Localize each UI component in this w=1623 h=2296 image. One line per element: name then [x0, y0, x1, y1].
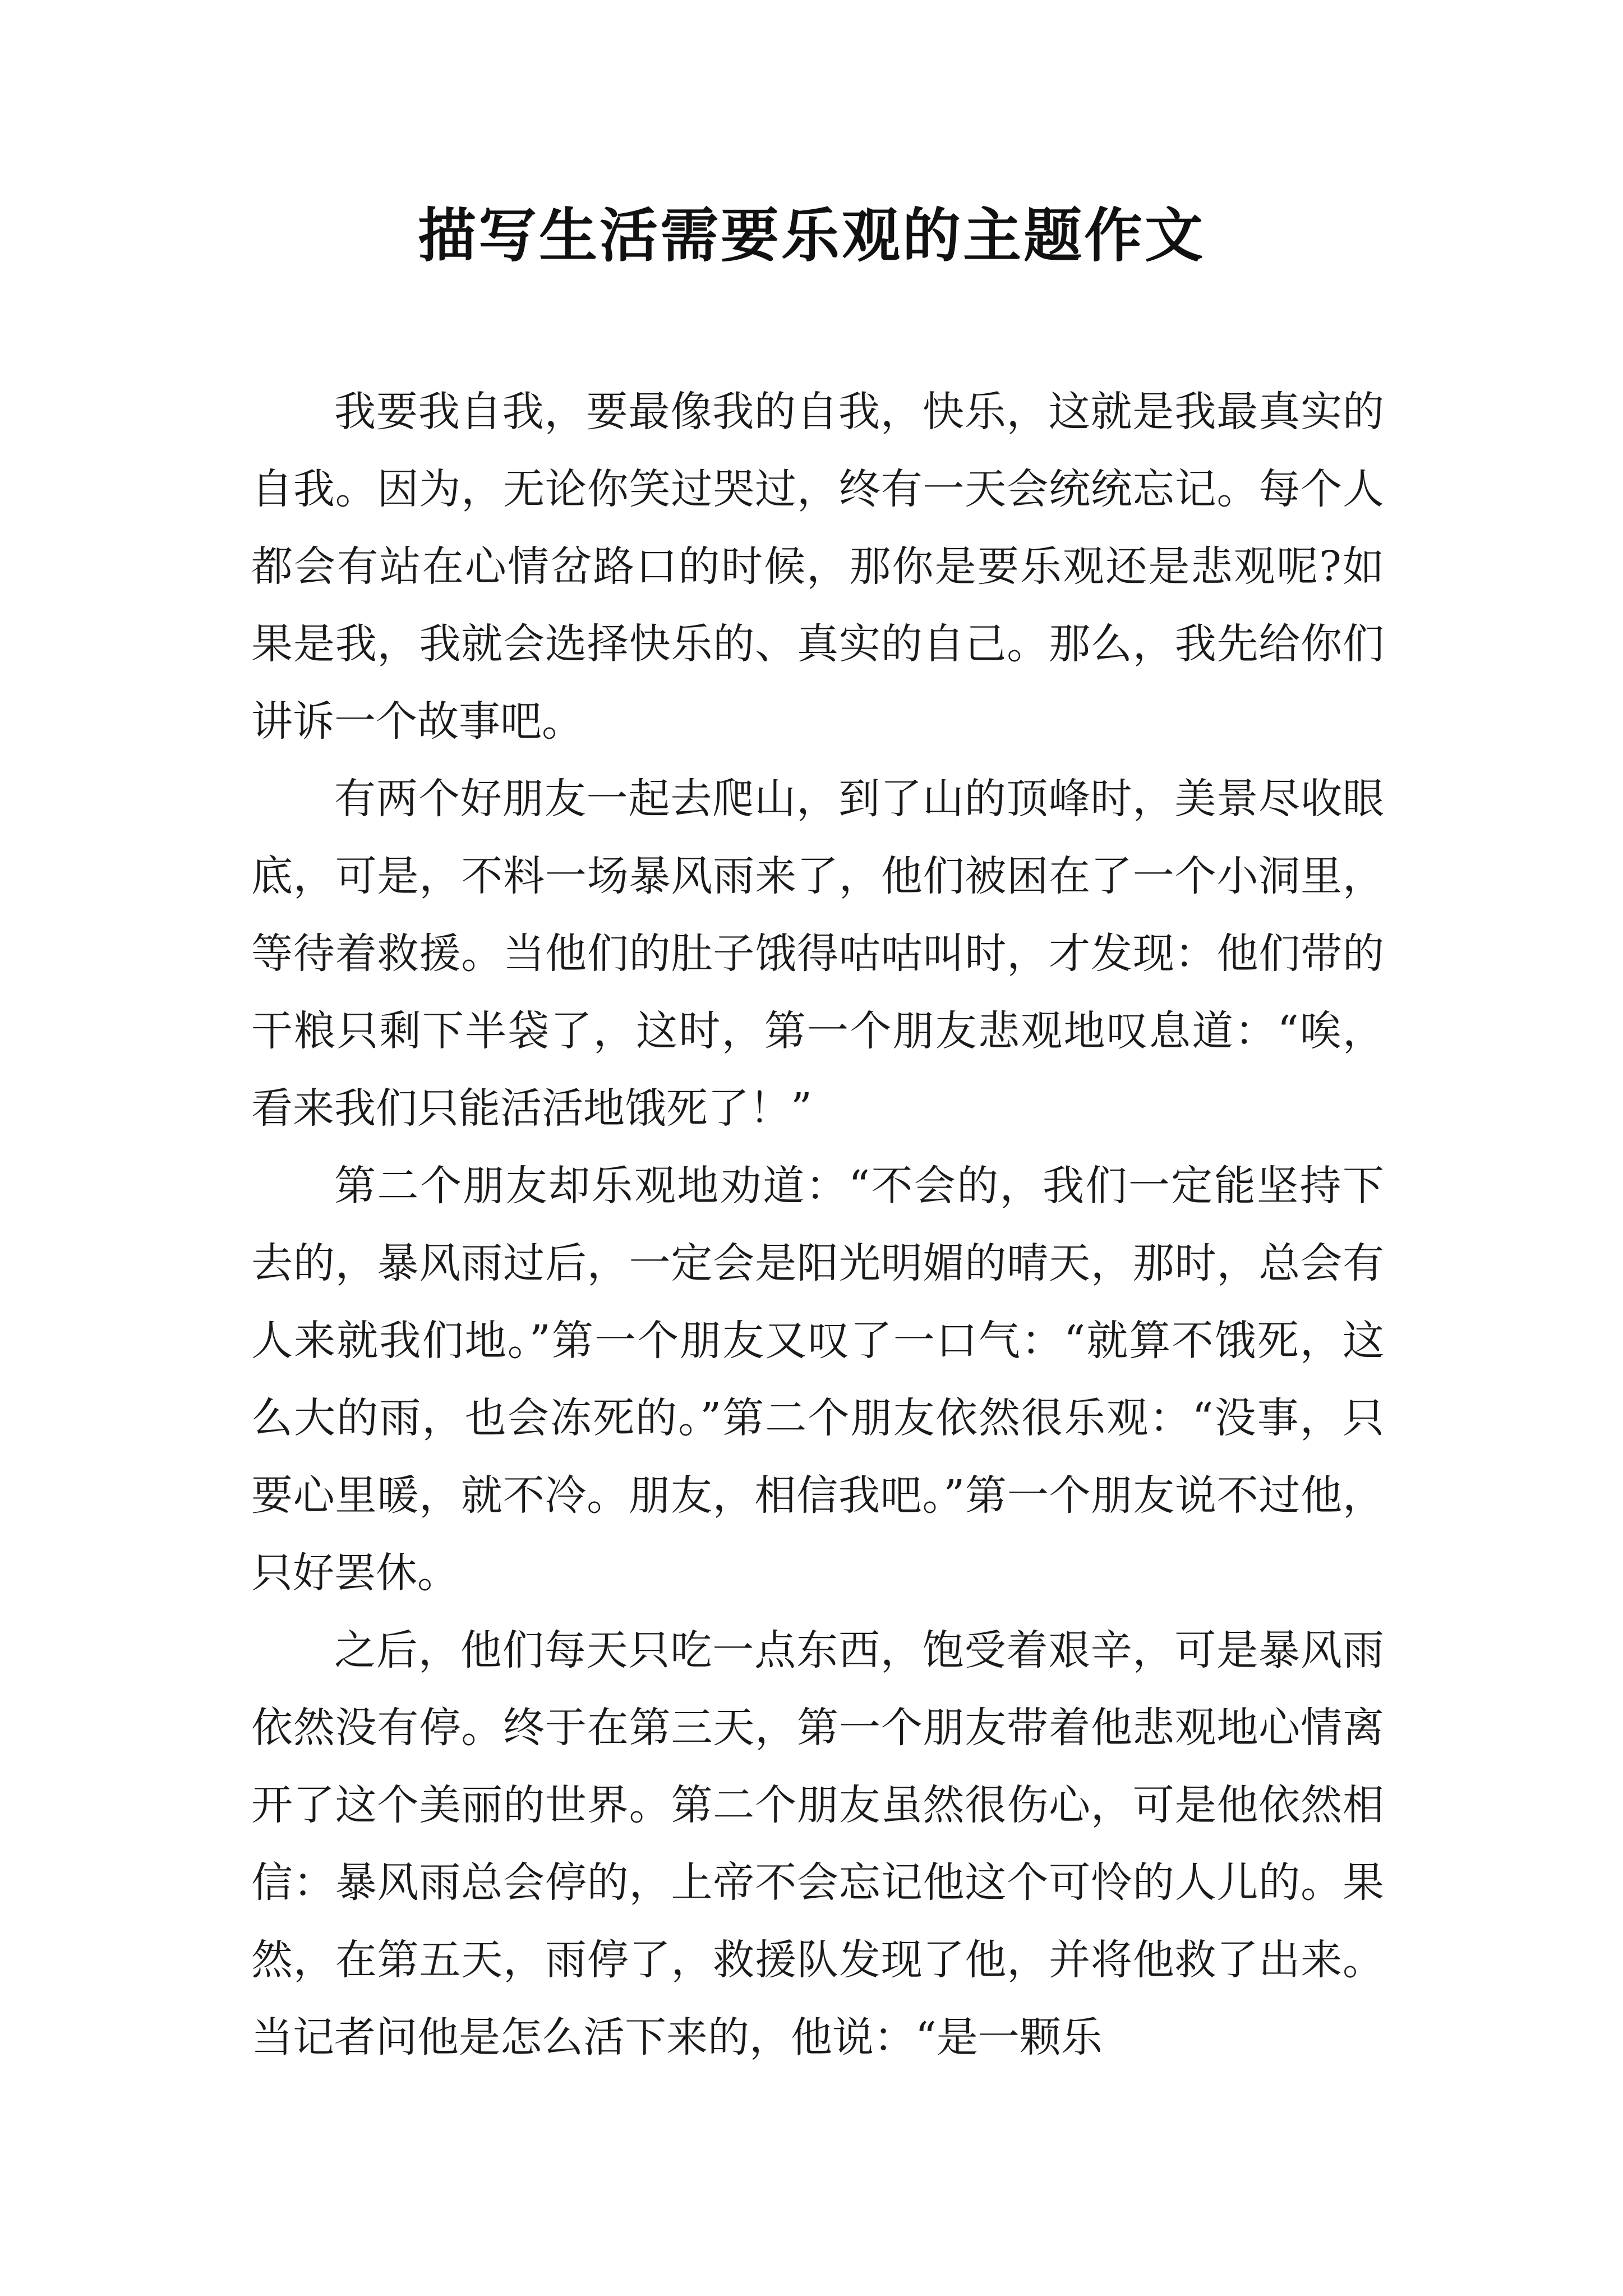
document-title: 描写生活需要乐观的主题作文 — [417, 201, 1205, 270]
paragraph-4: 之后，他们每天只吃一点东西，饱受着艰辛，可是暴风雨依然没有停。终于在第三天，第一个朋友带着他悲观地心情离开了这个美丽的世界。第二个朋友虽然很伤心，可是他依然相信：暴风雨总会停的，上帝不会忘记他这个可怜的人儿的。果然，在第五天，雨停了，救援队发现了他，并将他救了出来。当记者问他是怎么活下来的，他说：“是一颗乐 — [251, 1626, 1384, 2062]
paragraph-1: 我要我自我，要最像我的自我，快乐，这就是我最真实的自我。因为，无论你笑过哭过，终有一天会统统忘记。每个人都会有站在心情岔路口的时候，那你是要乐观还是悲观呢?如果是我，我就会选择快乐的、真实的自己。那么，我先给你们讲诉一个故事吧。 — [251, 388, 1384, 746]
paragraph-2: 有两个好朋友一起去爬山，到了山的顶峰时，美景尽收眼底，可是，不料一场暴风雨来了，他们被困在了一个小洞里，等待着救援。当他们的肚子饿得咕咕叫时，才发现：他们带的干粮只剩下半袋了，这时，第一个朋友悲观地叹息道：“唉，看来我们只能活活地饿死了！” — [251, 775, 1384, 1133]
paragraph-3: 第二个朋友却乐观地劝道：“不会的，我们一定能坚持下去的，暴风雨过后，一定会是阳光明媚的晴天，那时，总会有人来就我们地。”第一个朋友又叹了一口气：“就算不饿死，这么大的雨，也会冻死的。”第二个朋友依然很乐观：“没事，只要心里暖，就不冷。朋友，相信我吧。”第一个朋友说不过他，只好罢休。 — [251, 1162, 1384, 1597]
document-body — [251, 373, 1384, 2076]
